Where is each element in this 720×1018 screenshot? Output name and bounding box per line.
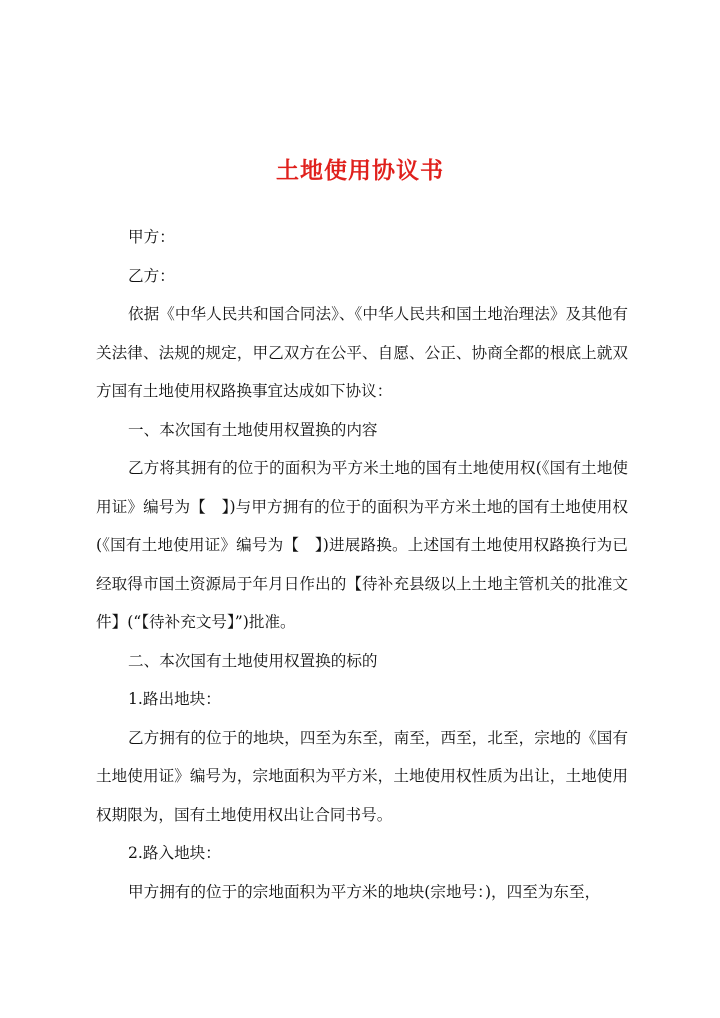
incoming-plot-paragraph: 甲方拥有的位于的宗地面积为平方米的地块(宗地号：)，四至为东至， bbox=[128, 882, 601, 901]
section-one-paragraph: 乙方将其拥有的位于的面积为平方米土地的国有土地使用权(《国有土地使用证》编号为【 】)与甲方拥有的位于的面积为平方米土地的国有土地使用权(《国有土地使用证》编号为【 】)进展路换。上述国有土地使用权路换行为已经取得市国土资源局于年月日作出的【待补充县级以上土地主管机关的批准文件】(“【待补充文号】”)批准。 bbox=[96, 459, 628, 631]
document-body bbox=[96, 218, 628, 911]
preamble-paragraph: 依据《中华人民共和国合同法》、《中华人民共和国土地治理法》及其他有关法律、法规的规定，甲乙双方在公平、自愿、公正、协商全都的根底上就双方国有土地使用权路换事宜达成如下协议： bbox=[96, 305, 628, 400]
incoming-plot-heading: 2.路入地块： bbox=[128, 844, 221, 862]
section-one-heading: 一、本次国有土地使用权置换的内容 bbox=[128, 420, 378, 439]
party-b-line: 乙方： bbox=[128, 266, 175, 285]
party-a-line: 甲方： bbox=[128, 228, 175, 246]
section-two-heading: 二、本次国有土地使用权置换的标的 bbox=[128, 651, 378, 670]
outgoing-plot-heading: 1.路出地块： bbox=[128, 690, 221, 708]
outgoing-plot-paragraph: 乙方拥有的位于的地块，四至为东至，南至，西至，北至，宗地的《国有土地使用证》编号为，宗地面积为平方米，土地使用权性质为出让，土地使用权期限为，国有土地使用权出让合同书号。 bbox=[96, 728, 628, 824]
document-title: 土地使用协议书 bbox=[276, 157, 444, 184]
